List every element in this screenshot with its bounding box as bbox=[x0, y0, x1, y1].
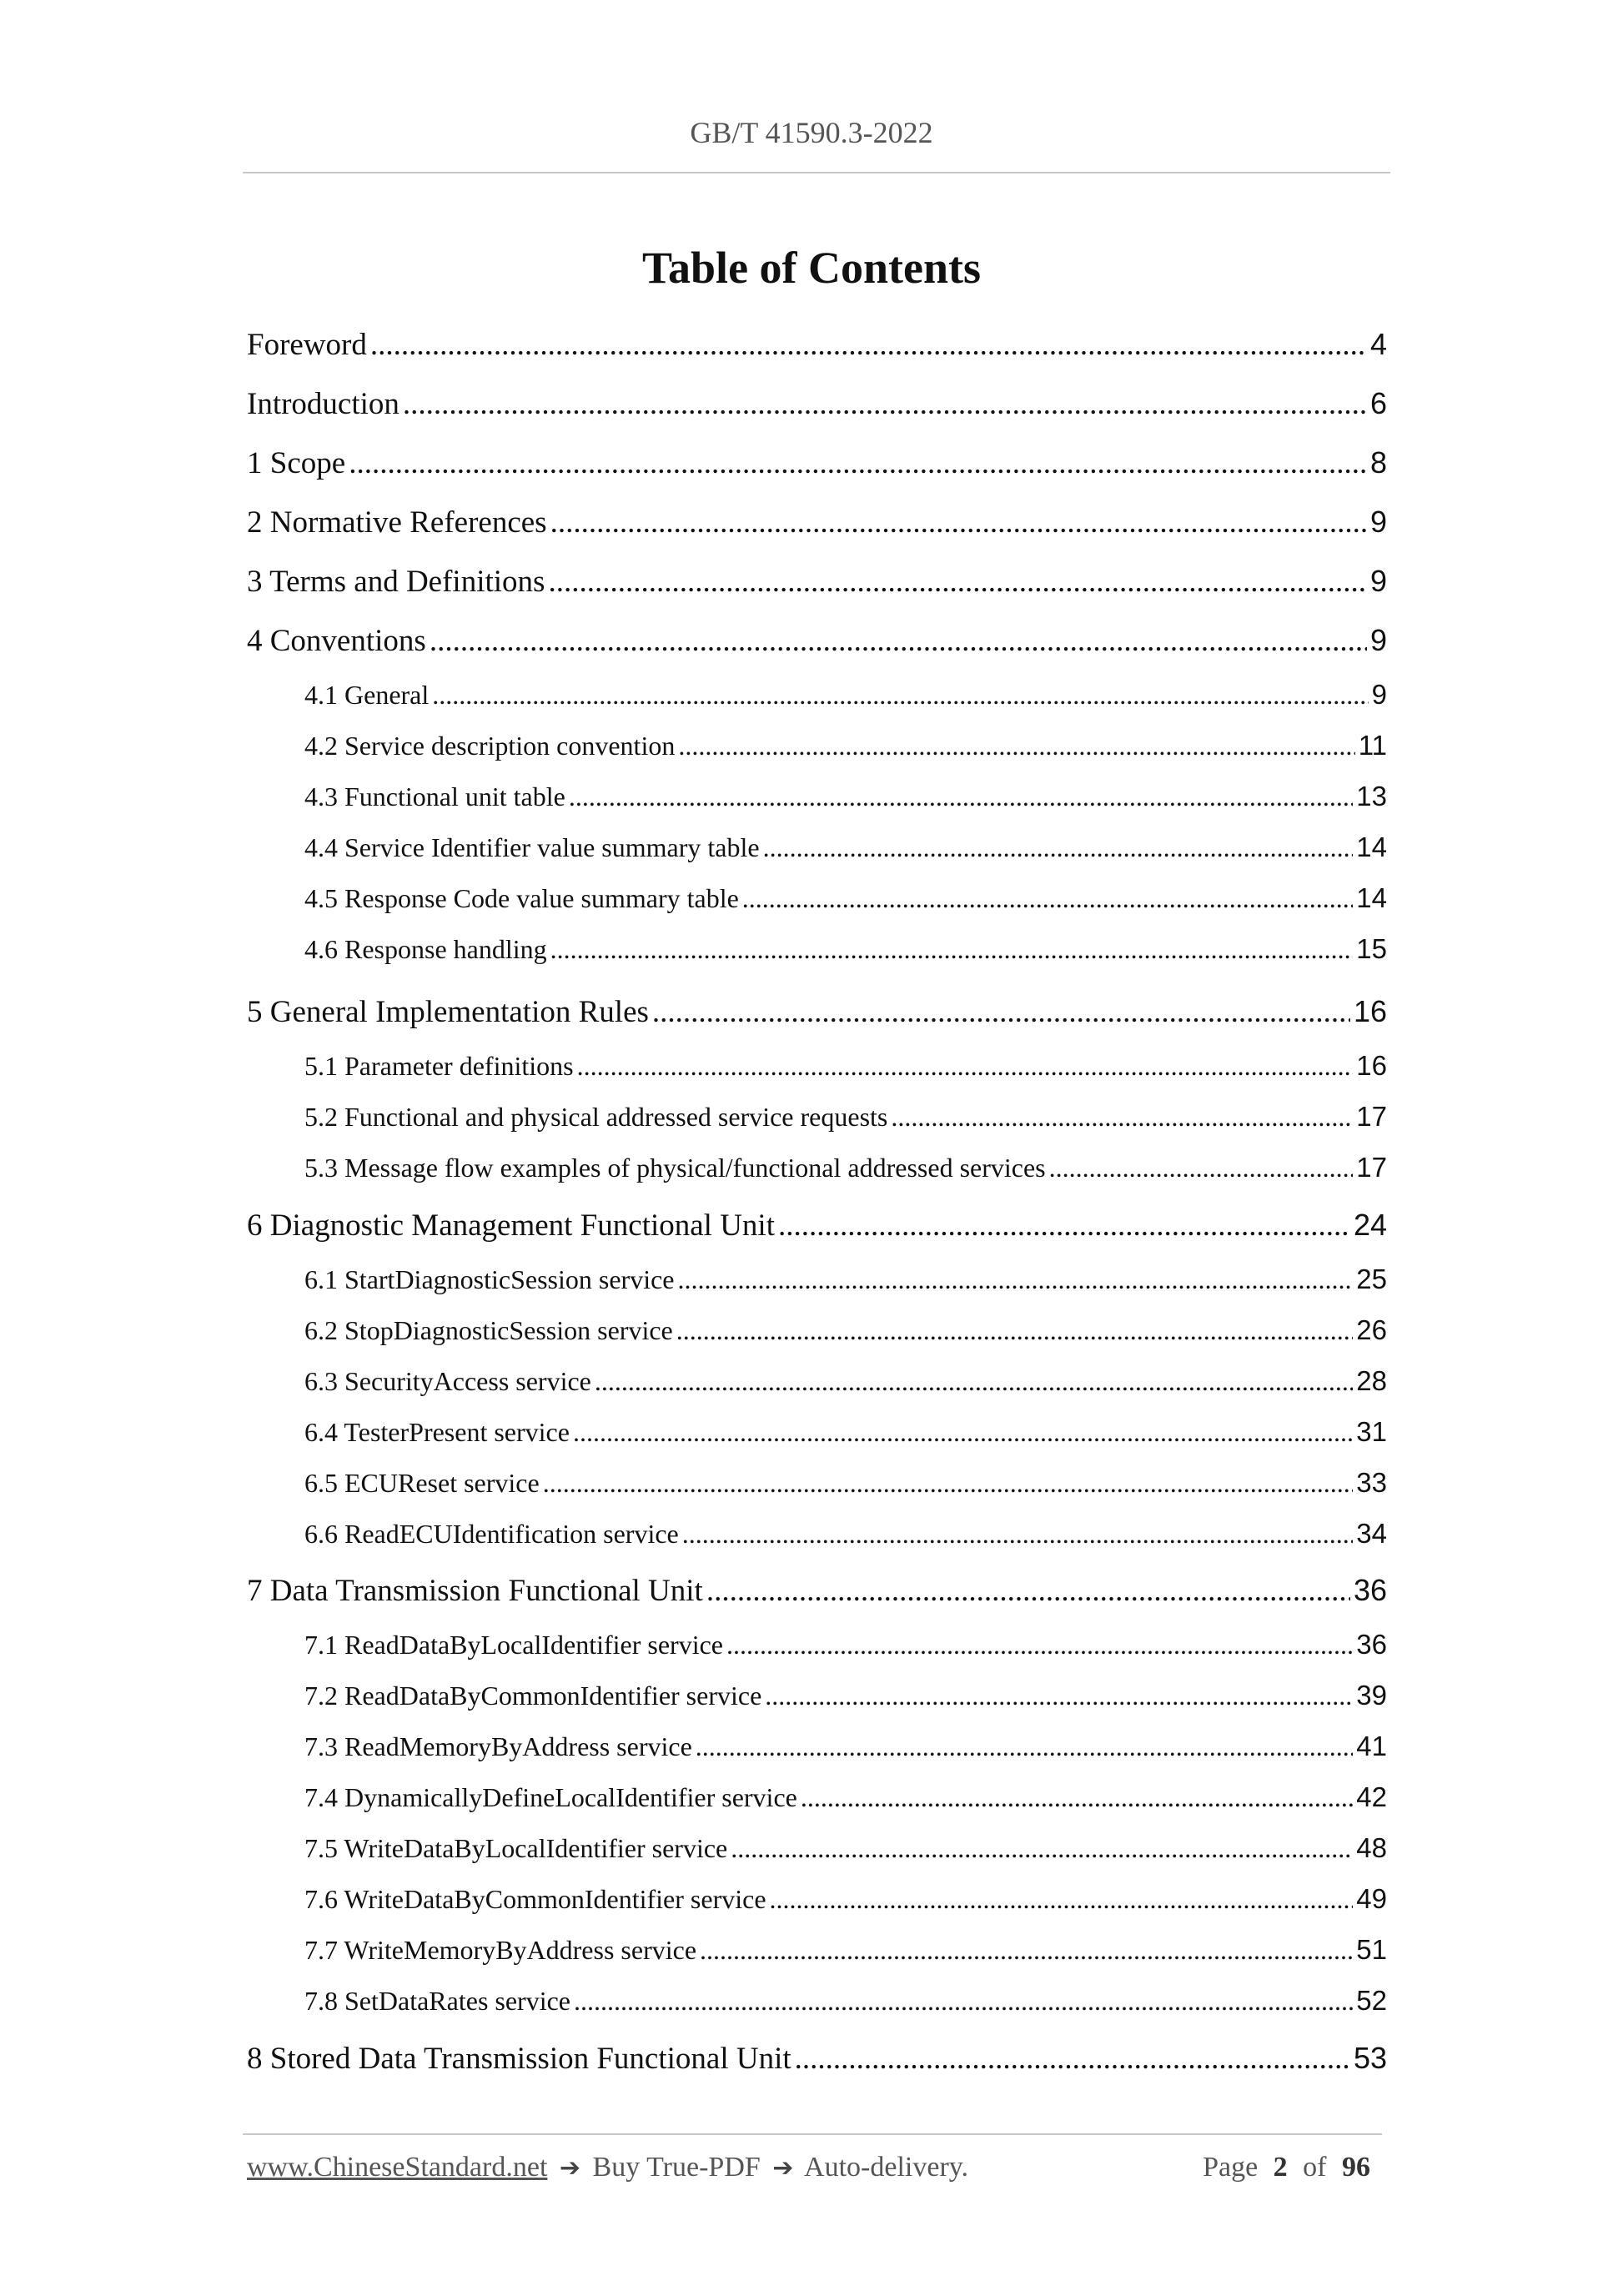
toc-entry-label: 4.5 Response Code value summary table bbox=[304, 883, 739, 913]
toc-entry-label: 4.6 Response handling bbox=[304, 934, 547, 964]
toc-entry-label: 4 Conventions bbox=[247, 624, 426, 658]
toc-entry-section[interactable] bbox=[304, 1629, 1387, 1660]
toc-entry-section[interactable] bbox=[304, 1680, 1387, 1711]
toc-leader-dots bbox=[770, 1884, 1354, 1915]
site-link[interactable]: www.ChineseStandard.net bbox=[247, 2152, 548, 2183]
toc-entry-label: 7.2 ReadDataByCommonIdentifier service bbox=[304, 1681, 762, 1711]
toc-entry-page: 42 bbox=[1356, 1781, 1387, 1812]
toc-leader-dots bbox=[403, 386, 1367, 422]
toc-entry-section[interactable] bbox=[304, 1934, 1387, 1966]
toc-entry-section[interactable] bbox=[304, 1416, 1387, 1448]
toc-entry-page: 31 bbox=[1356, 1416, 1387, 1447]
toc-entry-chapter[interactable] bbox=[247, 445, 1387, 481]
toc-leader-dots bbox=[696, 1731, 1354, 1762]
footer-links bbox=[247, 2152, 968, 2183]
toc-entry-label: 7.4 DynamicallyDefineLocalIdentifier service bbox=[304, 1782, 797, 1812]
toc-entry-page: 6 bbox=[1369, 386, 1387, 420]
page-total: 96 bbox=[1342, 2152, 1370, 2183]
toc-entry-label: 2 Normative References bbox=[247, 505, 547, 540]
toc-leader-dots bbox=[370, 327, 1367, 363]
toc-entry-page: 9 bbox=[1369, 564, 1387, 598]
toc-entry-label: 7.5 WriteDataByLocalIdentifier service bbox=[304, 1833, 728, 1863]
toc-entry-section[interactable] bbox=[304, 1101, 1387, 1133]
toc-entry-page: 52 bbox=[1356, 1985, 1387, 2016]
toc-entry-section[interactable] bbox=[304, 933, 1387, 965]
toc-leader-dots bbox=[432, 680, 1368, 711]
toc-entry-page: 36 bbox=[1353, 1573, 1387, 1607]
page-word: Page bbox=[1203, 2152, 1259, 2183]
toc-entry-label: 6.4 TesterPresent service bbox=[304, 1417, 570, 1447]
footer-divider bbox=[243, 2133, 1382, 2135]
toc-entry-section[interactable] bbox=[304, 1518, 1387, 1550]
toc-entry-chapter[interactable] bbox=[247, 2041, 1387, 2077]
toc-entry-page: 9 bbox=[1371, 679, 1387, 710]
toc-entry-label: 4.2 Service description convention bbox=[304, 731, 676, 761]
toc-leader-dots bbox=[652, 994, 1350, 1030]
toc-entry-section[interactable] bbox=[304, 730, 1387, 761]
toc-entry-label: 7.1 ReadDataByLocalIdentifier service bbox=[304, 1630, 723, 1660]
toc-leader-dots bbox=[550, 505, 1367, 540]
toc-entry-page: 49 bbox=[1356, 1883, 1387, 1914]
toc-entry-page: 24 bbox=[1353, 1208, 1387, 1242]
toc-entry-label: 5.3 Message flow examples of physical/functional addressed services bbox=[304, 1153, 1046, 1183]
toc-leader-dots bbox=[548, 564, 1367, 600]
toc-entry-page: 53 bbox=[1353, 2041, 1387, 2075]
toc-entry-label: 6 Diagnostic Management Functional Unit bbox=[247, 1208, 775, 1243]
of-word: of bbox=[1303, 2152, 1327, 2183]
toc-leader-dots bbox=[595, 1366, 1353, 1397]
toc-entry-page: 13 bbox=[1356, 781, 1387, 811]
toc-leader-dots bbox=[706, 1573, 1350, 1609]
toc-entry-page: 11 bbox=[1358, 730, 1387, 761]
toc-entry-section[interactable] bbox=[304, 1264, 1387, 1295]
toc-entry-page: 36 bbox=[1356, 1629, 1387, 1660]
toc-entry-label: 7.8 SetDataRates service bbox=[304, 1986, 570, 2016]
header-doc-id: GB/T 41590.3-2022 bbox=[690, 116, 933, 149]
toc-entry-chapter[interactable] bbox=[247, 623, 1387, 659]
toc-entry-label: 5.1 Parameter definitions bbox=[304, 1051, 574, 1081]
page-title: Table of Contents bbox=[641, 243, 982, 293]
toc-entry-label: 7.6 WriteDataByCommonIdentifier service bbox=[304, 1884, 766, 1914]
header-divider bbox=[243, 172, 1390, 173]
toc-leader-dots bbox=[349, 445, 1367, 481]
toc-leader-dots bbox=[676, 1315, 1354, 1346]
toc-entry-chapter[interactable] bbox=[247, 386, 1387, 422]
toc-entry-section[interactable] bbox=[304, 1152, 1387, 1183]
toc-entry-label: 7.3 ReadMemoryByAddress service bbox=[304, 1731, 692, 1761]
toc-entry-section[interactable] bbox=[304, 1985, 1387, 2017]
toc-leader-dots bbox=[430, 623, 1367, 659]
toc-entry-label: 8 Stored Data Transmission Functional Unit bbox=[247, 2042, 791, 2076]
toc-entry-page: 26 bbox=[1356, 1314, 1387, 1345]
toc-entry-section[interactable] bbox=[304, 1050, 1387, 1082]
toc-leader-dots bbox=[677, 1264, 1353, 1295]
toc-entry-page: 48 bbox=[1356, 1832, 1387, 1863]
toc-entry-section[interactable] bbox=[304, 1883, 1387, 1915]
toc-entry-page: 14 bbox=[1356, 882, 1387, 913]
toc-entry-section[interactable] bbox=[304, 1467, 1387, 1499]
page-indicator bbox=[1203, 2152, 1379, 2183]
toc-leader-dots bbox=[573, 1417, 1353, 1448]
toc-entry-page: 15 bbox=[1356, 933, 1387, 964]
toc-entry-page: 17 bbox=[1356, 1152, 1387, 1183]
toc-leader-dots bbox=[678, 731, 1354, 761]
buy-pdf-text: Buy True-PDF bbox=[592, 2152, 761, 2183]
toc-leader-dots bbox=[726, 1630, 1353, 1660]
toc-entry-label: 7.7 WriteMemoryByAddress service bbox=[304, 1935, 697, 1965]
toc-leader-dots bbox=[731, 1833, 1353, 1864]
toc-entry-label: 4.3 Functional unit table bbox=[304, 781, 565, 811]
toc-entry-section[interactable] bbox=[304, 831, 1387, 863]
toc-leader-dots bbox=[795, 2041, 1350, 2077]
toc-leader-dots bbox=[569, 781, 1353, 812]
toc-leader-dots bbox=[577, 1051, 1354, 1082]
toc-entry-page: 28 bbox=[1356, 1365, 1387, 1396]
toc-entry-label: Introduction bbox=[247, 387, 399, 421]
toc-leader-dots bbox=[891, 1102, 1353, 1133]
toc-entry-page: 9 bbox=[1369, 505, 1387, 539]
toc-entry-section[interactable] bbox=[304, 882, 1387, 914]
page-current: 2 bbox=[1273, 2152, 1288, 2183]
toc-entry-label: 5.2 Functional and physical addressed service requests bbox=[304, 1102, 888, 1132]
toc-entry-page: 51 bbox=[1356, 1934, 1387, 1965]
toc-entry-label: 6.2 StopDiagnosticSession service bbox=[304, 1315, 673, 1345]
toc-entry-label: 6.1 StartDiagnosticSession service bbox=[304, 1264, 675, 1294]
toc-entry-section[interactable] bbox=[304, 1781, 1387, 1813]
toc-entry-section[interactable] bbox=[304, 1365, 1387, 1397]
toc-entry-label: 3 Terms and Definitions bbox=[247, 565, 545, 599]
toc-leader-dots bbox=[765, 1681, 1353, 1711]
toc-entry-label: Foreword bbox=[247, 328, 367, 362]
toc-entry-section[interactable] bbox=[304, 679, 1387, 711]
toc-entry-chapter[interactable] bbox=[247, 994, 1387, 1030]
toc-leader-dots bbox=[778, 1208, 1350, 1243]
toc-entry-page: 4 bbox=[1369, 327, 1387, 361]
toc-entry-page: 8 bbox=[1369, 445, 1387, 480]
toc-entry-page: 17 bbox=[1356, 1101, 1387, 1132]
toc-entry-label: 1 Scope bbox=[247, 446, 346, 480]
toc-entry-page: 25 bbox=[1356, 1264, 1387, 1294]
auto-delivery-text: Auto-delivery. bbox=[804, 2152, 969, 2183]
toc-entry-label: 6.6 ReadECUIdentification service bbox=[304, 1519, 679, 1549]
toc-entry-label: 5 General Implementation Rules bbox=[247, 995, 649, 1029]
toc-leader-dots bbox=[1049, 1153, 1354, 1183]
toc-leader-dots bbox=[682, 1519, 1354, 1550]
toc-entry-label: 7 Data Transmission Functional Unit bbox=[247, 1574, 703, 1608]
toc-entry-page: 33 bbox=[1356, 1467, 1387, 1498]
toc-entry-label: 4.4 Service Identifier value summary table bbox=[304, 832, 760, 862]
toc-leader-dots bbox=[543, 1468, 1354, 1499]
toc-entry-page: 14 bbox=[1356, 831, 1387, 862]
toc-entry-label: 4.1 General bbox=[304, 680, 430, 710]
toc-entry-label: 6.3 SecurityAccess service bbox=[304, 1366, 591, 1396]
toc-leader-dots bbox=[574, 1986, 1353, 2017]
arrow-right-icon: ➔ bbox=[772, 2153, 794, 2183]
toc-entry-section[interactable] bbox=[304, 1832, 1387, 1864]
toc-entry-page: 16 bbox=[1353, 994, 1387, 1028]
toc-entry-page: 16 bbox=[1356, 1050, 1387, 1081]
toc-entry-chapter[interactable] bbox=[247, 1573, 1387, 1609]
toc-entry-section[interactable] bbox=[304, 781, 1387, 812]
toc-entry-page: 39 bbox=[1356, 1680, 1387, 1711]
toc-entry-section[interactable] bbox=[304, 1731, 1387, 1762]
toc-entry-page: 34 bbox=[1356, 1518, 1387, 1549]
toc-entry-section[interactable] bbox=[304, 1314, 1387, 1346]
toc-leader-dots bbox=[763, 832, 1354, 863]
toc-leader-dots bbox=[550, 934, 1354, 965]
toc-entry-chapter[interactable] bbox=[247, 564, 1387, 600]
arrow-right-icon: ➔ bbox=[559, 2153, 581, 2183]
toc-entry-page: 41 bbox=[1356, 1731, 1387, 1761]
toc-entry-chapter[interactable] bbox=[247, 505, 1387, 540]
toc-entry-label: 6.5 ECUReset service bbox=[304, 1468, 540, 1498]
toc-entry-chapter[interactable] bbox=[247, 1208, 1387, 1243]
toc-entry-chapter[interactable] bbox=[247, 327, 1387, 363]
toc-leader-dots bbox=[742, 883, 1354, 914]
toc-entry-page: 9 bbox=[1369, 623, 1387, 657]
toc-leader-dots bbox=[801, 1782, 1353, 1813]
toc-leader-dots bbox=[700, 1935, 1353, 1966]
